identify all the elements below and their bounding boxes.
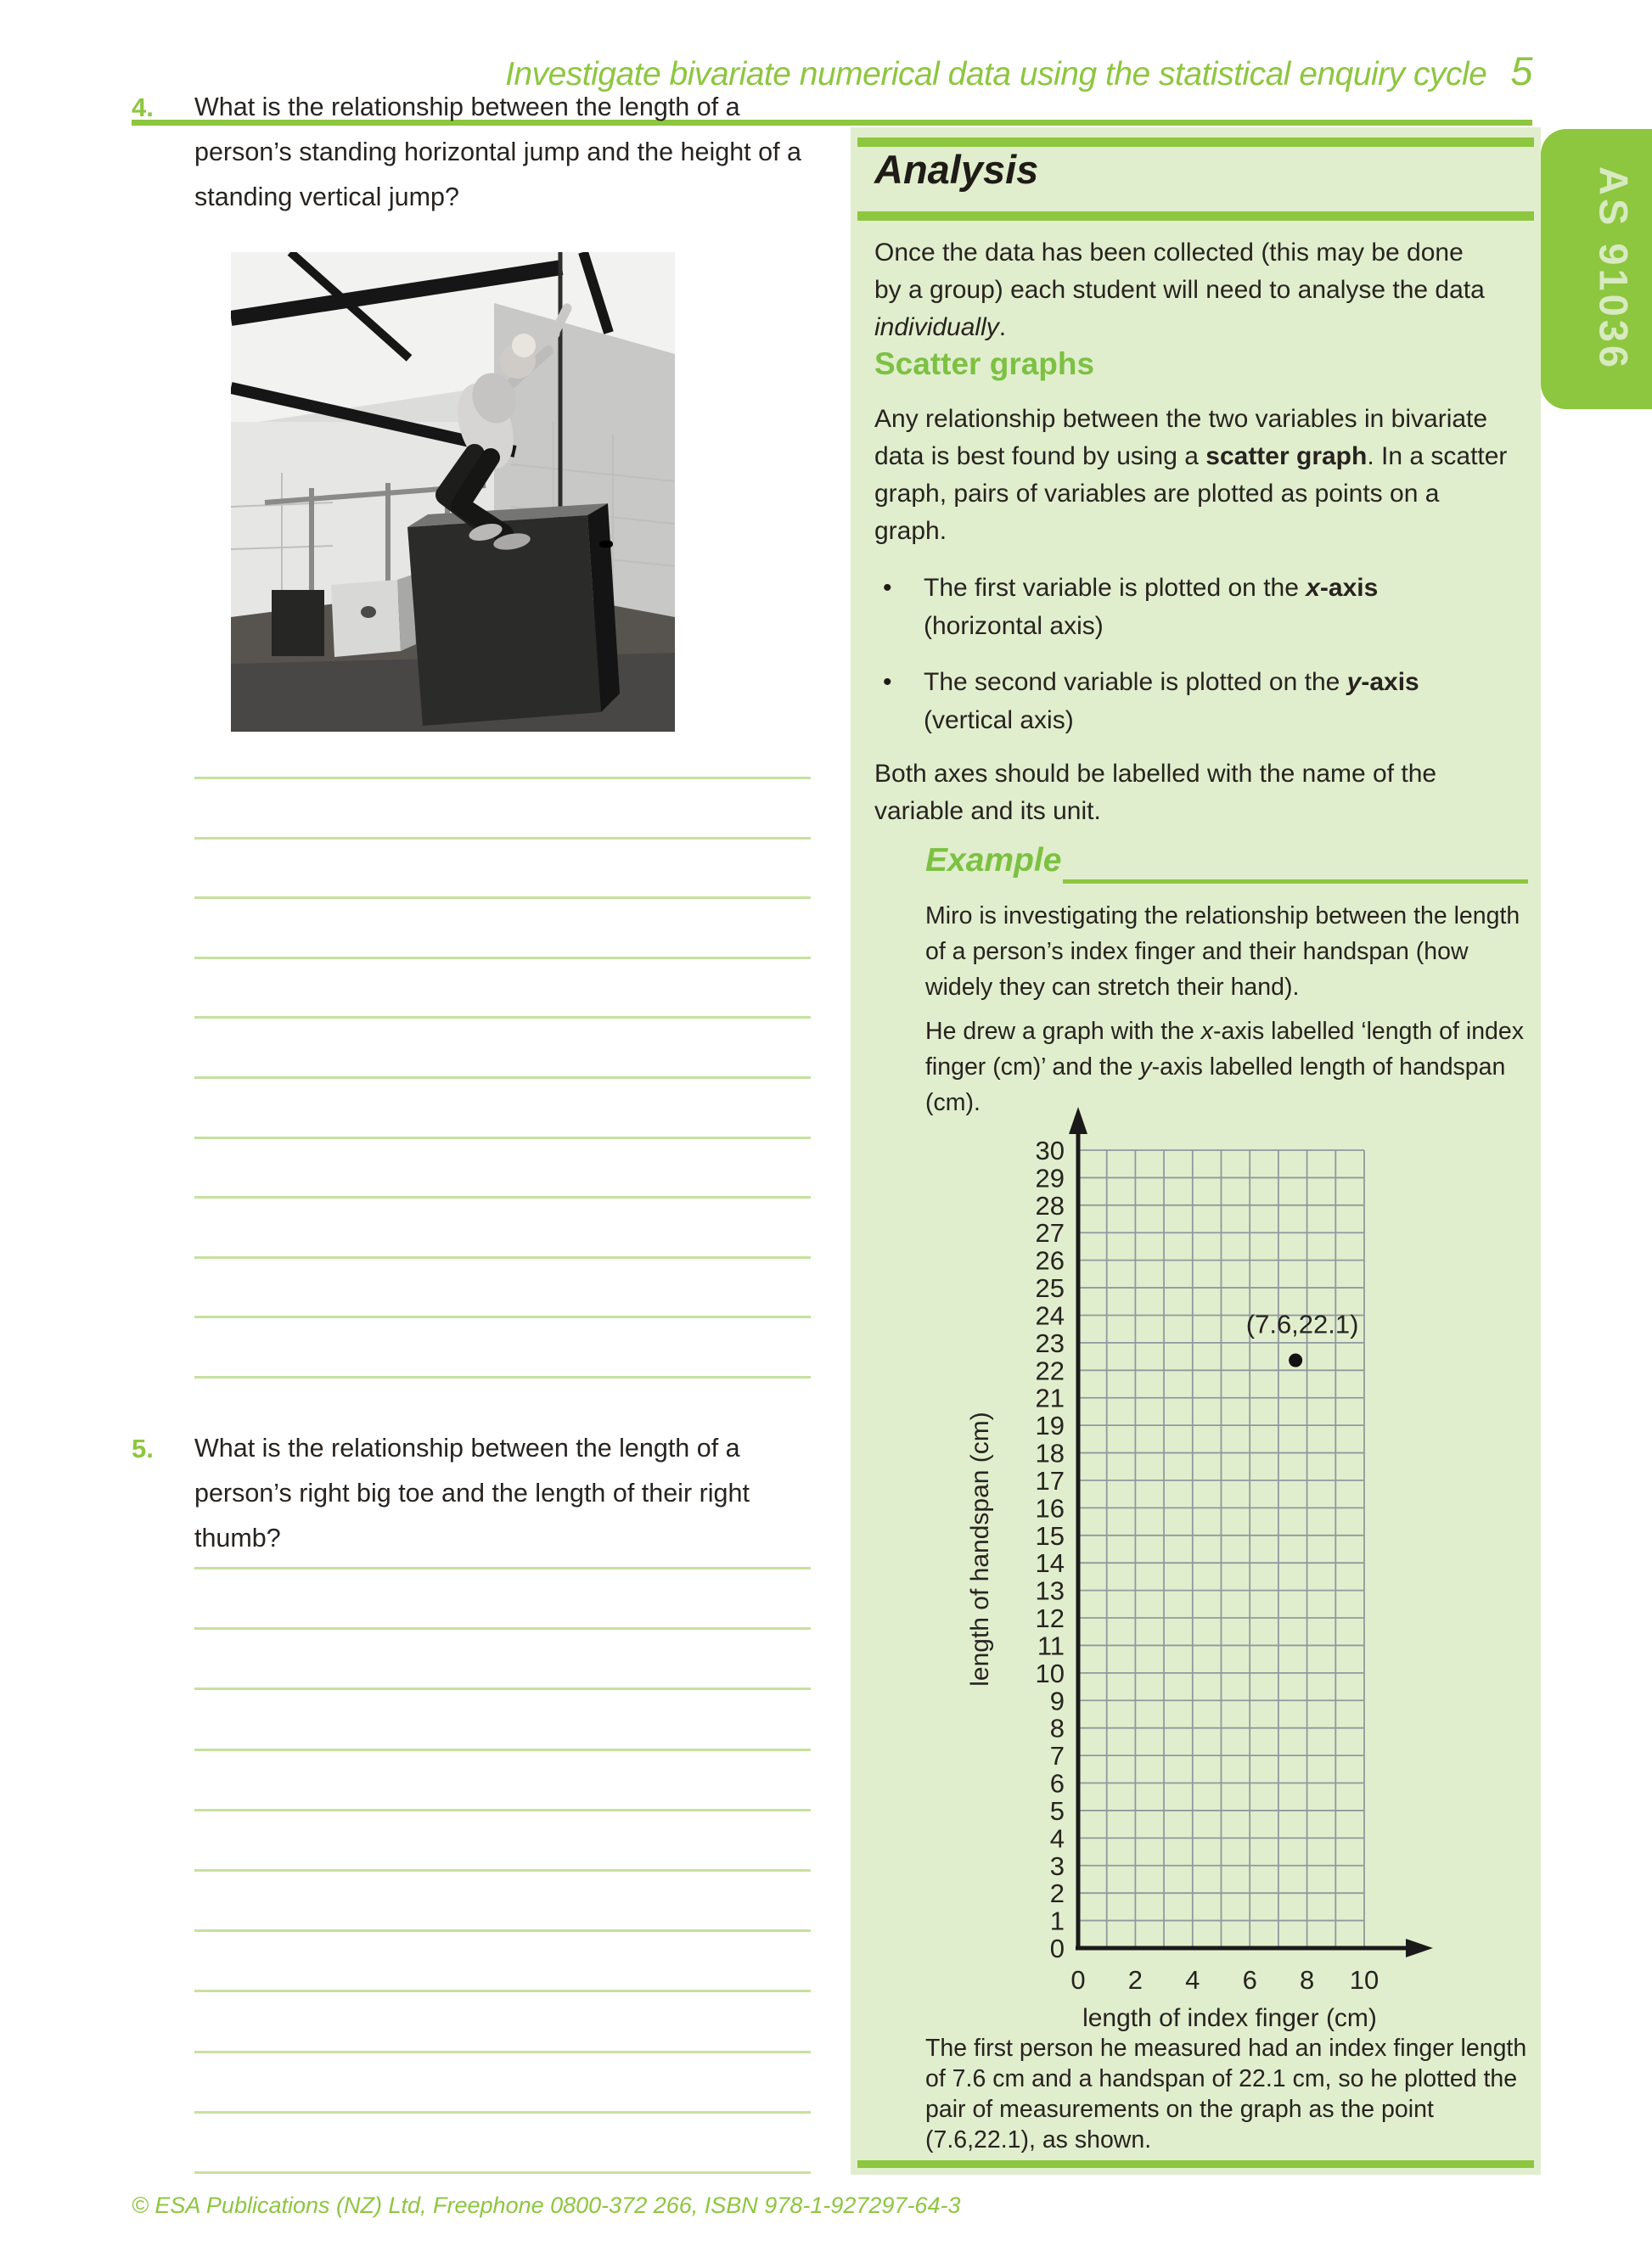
y-tick-label: 9 [1049,1686,1065,1716]
panel-bottom-bar [857,2160,1534,2168]
standard-side-tab [1541,129,1652,409]
q5-answer-line [194,1567,811,1570]
example-p2-end: -axis labelled length of handspan (cm). [925,1053,1506,1116]
data-point-label: (7.6,22.1) [1245,1309,1359,1339]
y-tick-label: 27 [1035,1218,1065,1249]
q5-answer-line [194,2051,811,2053]
example-p2-text: He drew a graph with the [925,1018,1201,1045]
analysis-heading: Analysis [874,147,1039,192]
x-tick-label: 10 [1349,1965,1379,1995]
example-rule [1063,879,1528,884]
standard-tab-label: AS 91036 [1591,166,1637,372]
question-5-number: 5. [132,1434,154,1463]
y-axis-arrow-icon [1069,1107,1087,1134]
y-tick-label: 22 [1035,1356,1065,1386]
bullet-x-bold: -axis [1319,574,1379,602]
x-tick-label: 0 [1070,1965,1086,1995]
scatter-text: Any relationship between the two variables in bivariate data is best found by using a [874,405,1488,470]
q4-answer-line [194,837,811,840]
y-tick-label: 24 [1035,1300,1065,1331]
question-5-text: What is the relationship between the length of a person’s right big toe and the length of their right thumb? [194,1434,750,1553]
q5-answer-line [194,1627,811,1630]
q4-answer-line [194,777,811,779]
y-tick-label: 2 [1049,1878,1065,1909]
y-tick-label: 8 [1049,1713,1065,1744]
y-tick-label: 1 [1049,1906,1065,1936]
q5-answer-line [194,2111,811,2114]
q4-answer-line [194,1016,811,1019]
q5-answer-line [194,1990,811,1992]
y-tick-label: 12 [1035,1603,1065,1634]
intro-italic: individually [874,313,999,341]
footer-credit: © ESA Publications (NZ) Ltd, Freephone 0800-372 266, ISBN 978-1-927297-64-3 [132,2193,961,2218]
example-p2-mid: -axis labelled ‘length of index finger (cm)’ and the [925,1018,1524,1081]
intro-period: . [998,313,1007,341]
question-4-number: 4. [132,93,154,122]
scatter-graphs-heading: Scatter graphs [874,346,1095,381]
x-tick-label: 6 [1242,1965,1257,1995]
analysis-panel [851,127,1541,2175]
intro-paragraph [874,234,1496,346]
example-heading: Example [925,842,1062,879]
y-tick-label: 11 [1037,1631,1065,1661]
y-tick-label: 14 [1035,1548,1065,1579]
q4-answer-line [194,1376,811,1379]
y-tick-label: 16 [1035,1493,1065,1524]
y-tick-label: 17 [1035,1465,1065,1496]
y-tick-label: 13 [1035,1575,1065,1606]
y-tick-label: 5 [1049,1795,1065,1826]
y-tick-label: 23 [1035,1328,1065,1358]
question-5 [132,1426,816,1561]
x-tick-label: 4 [1185,1965,1200,1995]
x-axis-title: length of index finger (cm) [1082,2004,1377,2032]
bullet-y-axis [881,663,1475,739]
q4-answer-line [194,1256,811,1259]
question-4-text: What is the relationship between the length of a person’s standing horizontal jump and the height of a standing vertical jump? [194,93,801,211]
y-tick-label: 3 [1049,1850,1065,1881]
x-axis-arrow-icon [1406,1939,1433,1957]
bullet-x-post: (horizontal axis) [924,612,1104,640]
y-tick-label: 30 [1035,1136,1065,1165]
example-caption: The first person he measured had an index finger length of 7.6 cm and a handspan of 22.1 cm, so he plotted the pair of measurements on the graph as the point (7.6,22.1), as shown. [925,2035,1527,2154]
example-paragraph-1: Miro is investigating the relationship between the length of a person’s index finger and their handspan (how widely they can stretch their hand). [925,902,1520,1001]
axis-bullet-list [881,569,1475,757]
data-point [1289,1354,1302,1367]
q4-answer-line [194,1196,811,1199]
y-tick-label: 7 [1049,1741,1065,1772]
bullet-x-axis [881,569,1475,645]
bullet-y-bold: -axis [1361,668,1419,696]
bullet-x-var: x [1306,574,1320,602]
q4-answer-line [194,1076,811,1079]
y-tick-label: 19 [1035,1411,1065,1441]
scatter-paragraph [874,401,1508,550]
y-tick-label: 4 [1049,1823,1065,1854]
q5-answer-line [194,1749,811,1751]
x-tick-label: 2 [1127,1965,1143,1995]
q5-answer-line [194,1869,811,1872]
header-title: Investigate bivariate numerical data using the statistical enquiry cycle [505,56,1487,93]
q5-answer-line [194,1687,811,1690]
bullet-x-text: The first variable is plotted on the [924,574,1306,602]
y-tick-label: 18 [1035,1438,1065,1468]
y-tick-label: 21 [1035,1383,1065,1413]
page-number: 5 [1510,48,1532,93]
q5-answer-line [194,2171,811,2174]
y-axis-title: length of handspan (cm) [966,1412,994,1687]
scatter-chart [917,1095,1460,2046]
intro-text: Once the data has been collected (this may be done by a group) each student will need to analyse the data [874,239,1485,304]
x-tick-label: 8 [1299,1965,1315,1995]
q4-answer-line [194,896,811,899]
y-tick-label: 10 [1035,1658,1065,1688]
example-p2-x: x [1200,1018,1214,1045]
q4-answer-line [194,1316,811,1318]
y-tick-label: 6 [1049,1768,1065,1799]
q5-answer-line [194,1809,811,1811]
q4-answer-line [194,1137,811,1139]
scatter-bold: scatter graph [1205,442,1368,470]
question-photo [231,252,675,732]
y-tick-label: 15 [1035,1520,1065,1551]
bullet-y-text: The second variable is plotted on the [924,668,1347,696]
y-tick-label: 25 [1035,1273,1065,1304]
y-tick-label: 26 [1035,1245,1065,1276]
scatter-rest: . In a scatter graph, pairs of variables are plotted as points on a graph. [874,442,1508,545]
axes-note: Both axes should be labelled with the name of the variable and its unit. [874,760,1437,825]
y-tick-label: 29 [1035,1163,1065,1193]
q5-answer-line [194,1929,811,1932]
example-p2-y: y [1139,1053,1152,1081]
bullet-y-var: y [1346,668,1362,696]
question-4 [132,85,816,220]
analysis-heading-rule [857,211,1534,221]
bullet-y-post: (vertical axis) [924,706,1074,734]
q4-answer-line [194,957,811,959]
y-tick-label: 28 [1035,1190,1065,1221]
y-tick-label: 0 [1049,1934,1065,1963]
